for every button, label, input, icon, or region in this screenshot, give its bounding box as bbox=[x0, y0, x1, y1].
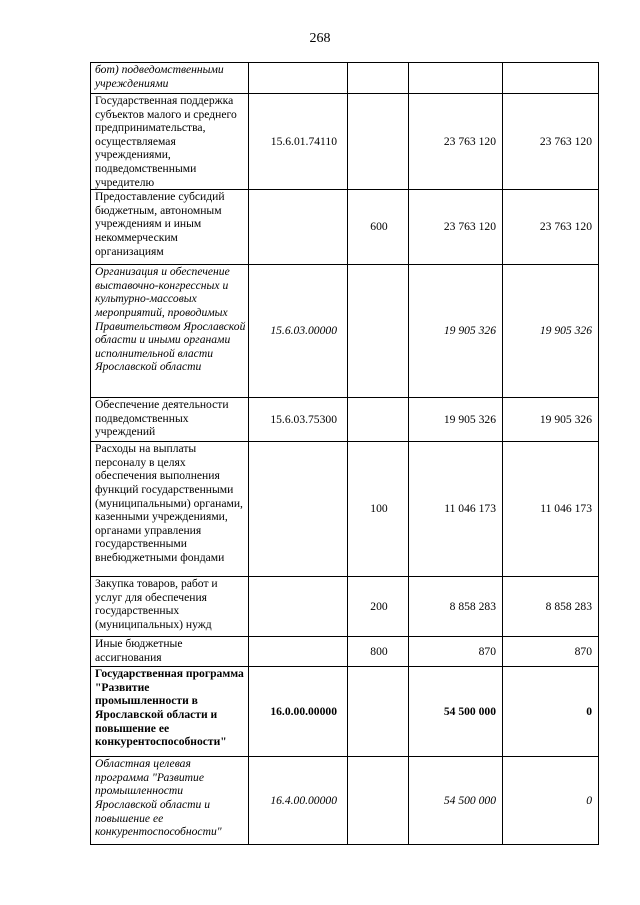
expense-type: 800 bbox=[348, 637, 409, 667]
table-row bbox=[91, 398, 599, 442]
expense-type bbox=[348, 757, 409, 845]
target-code bbox=[249, 577, 348, 637]
page-number: 268 bbox=[309, 31, 331, 46]
amount-year-1: 54 500 000 bbox=[409, 667, 503, 757]
amount-year-1: 870 bbox=[409, 637, 503, 667]
target-code bbox=[249, 637, 348, 667]
target-code: 15.6.03.00000 bbox=[249, 265, 348, 398]
expense-type: 100 bbox=[348, 442, 409, 577]
expense-name: Обеспечение деятельности подведомственных учреждений bbox=[91, 398, 249, 442]
target-code: 16.4.00.00000 bbox=[249, 757, 348, 845]
expense-name: Государственная программа "Развитие промышленности в Ярославской области и повышение ее конкурентоспособности" bbox=[91, 667, 249, 757]
amount-year-2: 11 046 173 bbox=[503, 442, 599, 577]
expense-name: Государственная поддержка субъектов малого и среднего предпринимательства, осуществляемая учреждениями, подведомственными учредителю bbox=[91, 94, 249, 190]
expense-name: Расходы на выплаты персоналу в целях обеспечения выполнения функций государственными (муниципальными) органами, казенными учреждениями, органами управления государственными внебюджетными фондами bbox=[91, 442, 249, 577]
expense-type bbox=[348, 265, 409, 398]
amount-year-1: 19 905 326 bbox=[409, 265, 503, 398]
expense-name: Организация и обеспечение выставочно-конгрессных и культурно-массовых мероприятий, проводимых Правительством Ярославской области и иными органами исполнительной власти Ярославской области bbox=[91, 265, 249, 398]
expense-name: Иные бюджетные ассигнования bbox=[91, 637, 249, 667]
amount-year-2 bbox=[503, 63, 599, 94]
expense-type bbox=[348, 398, 409, 442]
expense-type bbox=[348, 63, 409, 94]
target-code: 16.0.00.00000 bbox=[249, 667, 348, 757]
target-code bbox=[249, 63, 348, 94]
amount-year-1: 23 763 120 bbox=[409, 190, 503, 265]
table-row bbox=[91, 94, 599, 190]
expense-type: 200 bbox=[348, 577, 409, 637]
amount-year-1: 19 905 326 bbox=[409, 398, 503, 442]
expense-name: бот) подведомственными учреждениями bbox=[91, 63, 249, 94]
table-row bbox=[91, 63, 599, 94]
expense-name: Предоставление субсидий бюджетным, автономным учреждениям и иным некоммерческим организациям bbox=[91, 190, 249, 265]
table-row bbox=[91, 265, 599, 398]
expense-name: Закупка товаров, работ и услуг для обеспечения государственных (муниципальных) нужд bbox=[91, 577, 249, 637]
amount-year-1: 8 858 283 bbox=[409, 577, 503, 637]
amount-year-1 bbox=[409, 63, 503, 94]
amount-year-1: 54 500 000 bbox=[409, 757, 503, 845]
target-code bbox=[249, 190, 348, 265]
amount-year-2: 8 858 283 bbox=[503, 577, 599, 637]
expense-name: Областная целевая программа "Развитие промышленности Ярославской области и повышение ее конкурентоспособности" bbox=[91, 757, 249, 845]
amount-year-2: 19 905 326 bbox=[503, 265, 599, 398]
amount-year-2: 0 bbox=[503, 757, 599, 845]
table-row bbox=[91, 637, 599, 667]
expense-type bbox=[348, 667, 409, 757]
amount-year-2: 0 bbox=[503, 667, 599, 757]
table-row bbox=[91, 667, 599, 757]
amount-year-2: 23 763 120 bbox=[503, 94, 599, 190]
target-code: 15.6.03.75300 bbox=[249, 398, 348, 442]
table-row bbox=[91, 190, 599, 265]
table-row bbox=[91, 442, 599, 577]
amount-year-2: 23 763 120 bbox=[503, 190, 599, 265]
amount-year-1: 11 046 173 bbox=[409, 442, 503, 577]
table-row bbox=[91, 757, 599, 845]
table-row bbox=[91, 577, 599, 637]
expense-type: 600 bbox=[348, 190, 409, 265]
amount-year-2: 870 bbox=[503, 637, 599, 667]
amount-year-2: 19 905 326 bbox=[503, 398, 599, 442]
target-code bbox=[249, 442, 348, 577]
target-code: 15.6.01.74110 bbox=[249, 94, 348, 190]
expense-type bbox=[348, 94, 409, 190]
budget-table bbox=[90, 62, 599, 845]
amount-year-1: 23 763 120 bbox=[409, 94, 503, 190]
